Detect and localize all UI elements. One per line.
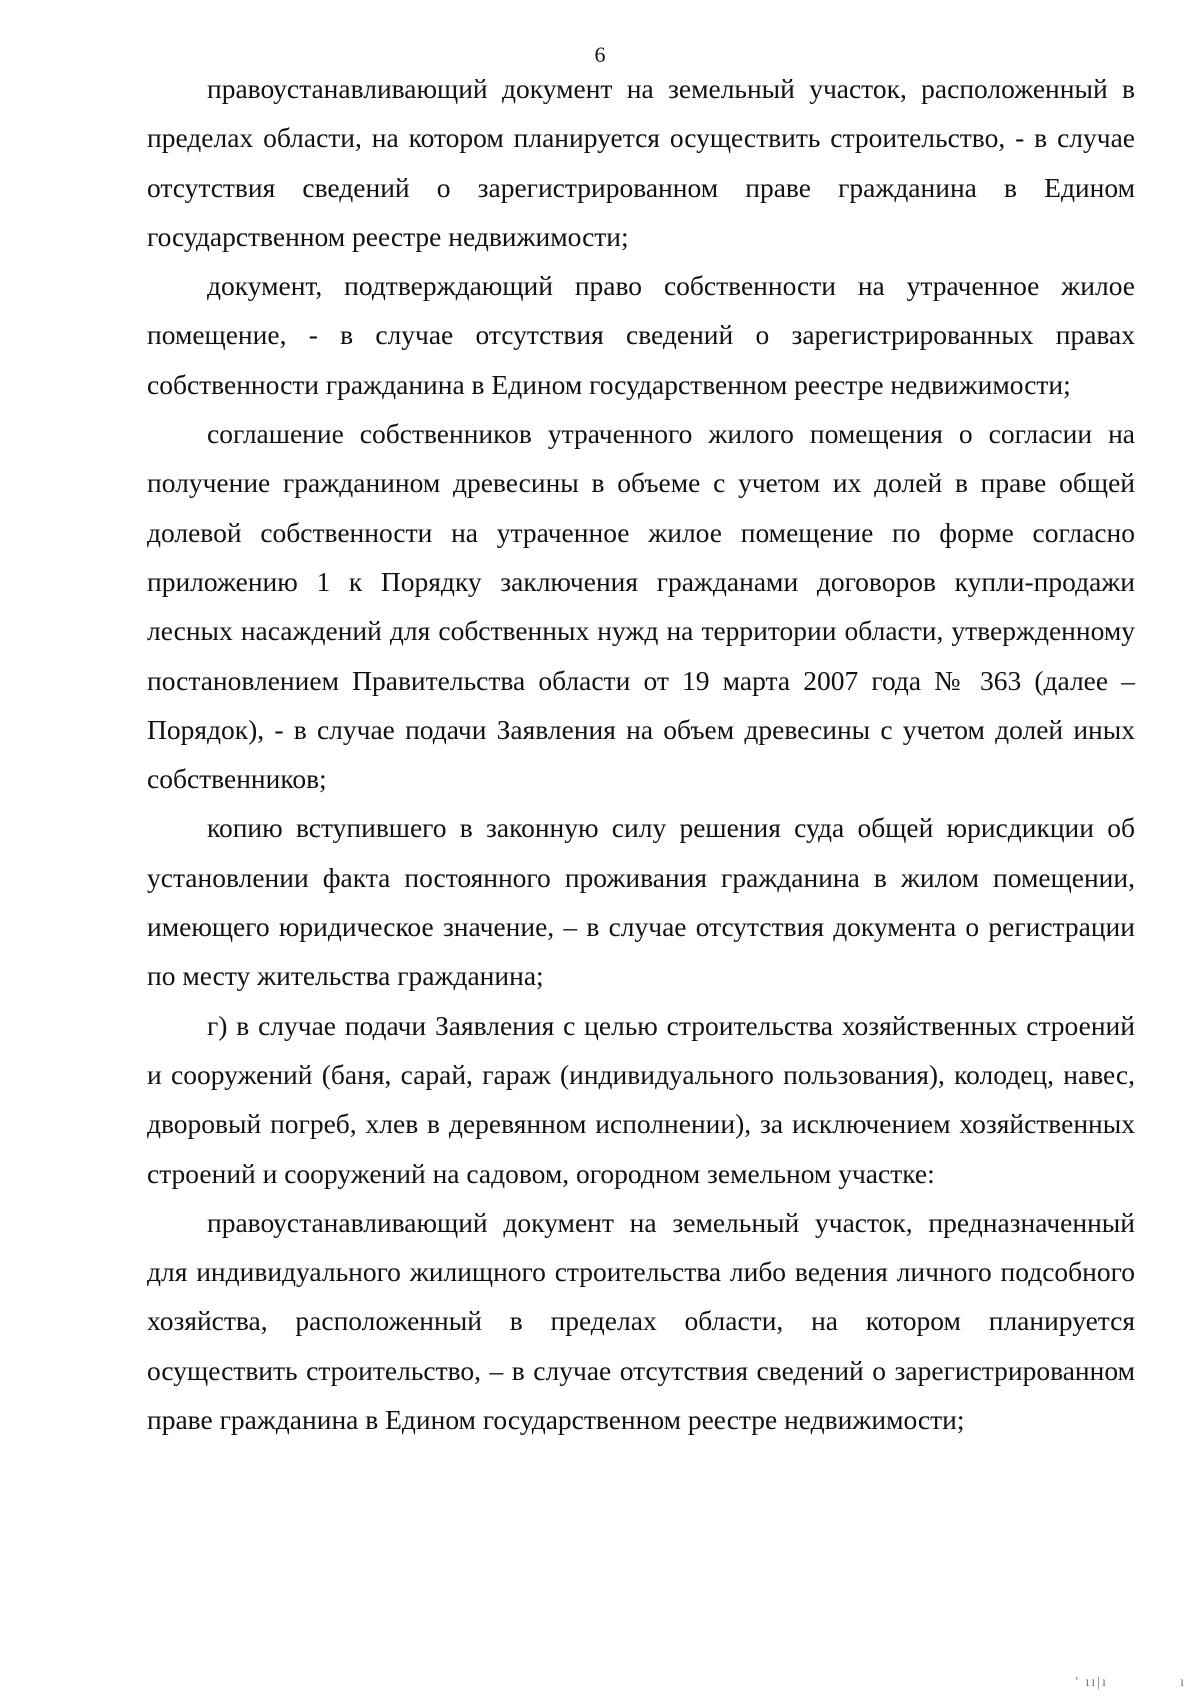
paragraph: документ, подтверждающий право собственности на утраченное жилое помещение, - в случае отсутствия сведений о зарегистрированных правах собственности гражданина в Едином государственном реестре недвижимости; xyxy=(147,270,1135,400)
paragraph: правоустанавливающий документ на земельный участок, расположенный в пределах области, на котором планируется осуществить строительство, - в случае отсутствия сведений о зарегистрированном праве гражданина в Едином государственном реестре недвижимости; xyxy=(147,73,1135,252)
page-number: 6 xyxy=(594,42,606,67)
paragraph: правоустанавливающий документ на земельный участок, предназначенный для индивидуального жилищного строительства либо ведения личного подсобного хозяйства, расположенный в пределах области, на котором планируется осуществить строительство, – в случае отсутствия сведений о зарегистрированном праве гражданина в Едином государственном реестре недвижимости; xyxy=(147,1206,1135,1436)
paragraph: г) в случае подачи Заявления с целью строительства хозяйственных строений и сооружений (баня, сарай, гараж (индивидуального пользования), колодец, навес, дворовый погреб, хлев в деревянном исполнении), за исключением хозяйственных строений и сооружений на садовом, огородном земельном участке: xyxy=(147,1009,1135,1189)
paragraph: соглашение собственников утраченного жилого помещения о согласии на получение гражданином древесины в объеме с учетом их долей в праве общей долевой собственности на утраченное жилое помещение по форме согласно приложению 1 к Порядку заключения гражданами договоров купли-продажи лесных насаждений для собственных нужд на территории области, утвержденному постановлением Правительства области от 19 марта 2007 года № 363 (далее – Порядок), - в случае подачи Заявления на объем древесины с учетом долей иных собственников; xyxy=(147,418,1135,795)
document-body xyxy=(147,64,1135,1444)
scan-artifact-mark: ' ıı|ı xyxy=(1075,1675,1108,1690)
scan-artifact-mark: ı xyxy=(1180,1675,1186,1690)
paragraph: копию вступившего в законную силу решения суда общей юрисдикции об установлении факта постоянного проживания гражданина в жилом помещении, имеющего юридическое значение, – в случае отсутствия документа о регистрации по месту жительства гражданина; xyxy=(147,812,1135,992)
